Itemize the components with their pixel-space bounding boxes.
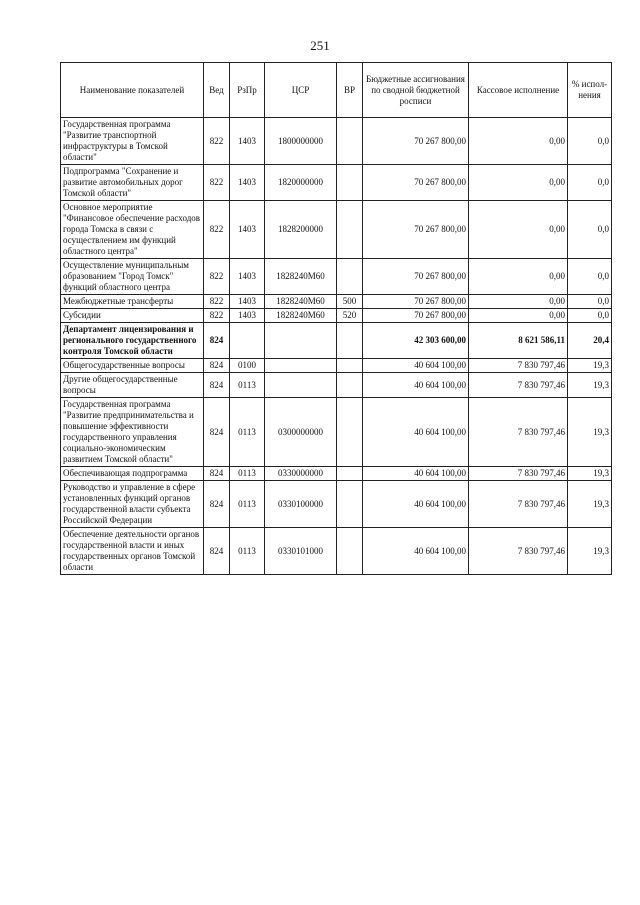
cell-rzpr: 1403 (230, 165, 265, 201)
cell-ved: 822 (204, 295, 230, 309)
cell-pct: 0,0 (568, 309, 612, 323)
cell-csr: 0330101000 (265, 528, 337, 575)
cell-name: Основное мероприятие "Финансовое обеспечение расходов города Томска в связи с осуществлением им функций областного центра" (61, 201, 204, 259)
cell-pct: 0,0 (568, 295, 612, 309)
header-cash: Кассовое исполнение (469, 63, 568, 118)
cell-pct: 19,3 (568, 373, 612, 398)
cell-cash: 7 830 797,46 (469, 359, 568, 373)
cell-ved: 824 (204, 481, 230, 528)
cell-cash: 0,00 (469, 259, 568, 295)
cell-name: Общегосударственные вопросы (61, 359, 204, 373)
cell-csr: 1800000000 (265, 118, 337, 165)
cell-ved: 824 (204, 398, 230, 467)
cell-rzpr: 0113 (230, 481, 265, 528)
cell-vr (337, 398, 363, 467)
table-row (61, 373, 612, 398)
cell-budget: 40 604 100,00 (363, 528, 469, 575)
header-csr: ЦСР (265, 63, 337, 118)
header-vr: ВР (337, 63, 363, 118)
cell-rzpr: 0113 (230, 528, 265, 575)
table-row (61, 201, 612, 259)
cell-budget: 70 267 800,00 (363, 259, 469, 295)
cell-pct: 0,0 (568, 165, 612, 201)
cell-pct: 0,0 (568, 118, 612, 165)
cell-ved: 822 (204, 165, 230, 201)
cell-pct: 0,0 (568, 259, 612, 295)
cell-vr (337, 201, 363, 259)
cell-budget: 70 267 800,00 (363, 201, 469, 259)
header-pct: % испол-нения (568, 63, 612, 118)
table-row (61, 398, 612, 467)
cell-cash: 7 830 797,46 (469, 467, 568, 481)
cell-pct: 19,3 (568, 359, 612, 373)
cell-ved: 824 (204, 528, 230, 575)
cell-budget: 70 267 800,00 (363, 295, 469, 309)
cell-rzpr: 0113 (230, 467, 265, 481)
cell-name: Обеспечение деятельности органов государственной власти и иных государственных органов Томской области (61, 528, 204, 575)
cell-pct: 19,3 (568, 528, 612, 575)
cell-cash: 0,00 (469, 165, 568, 201)
header-rzpr: РзПр (230, 63, 265, 118)
cell-ved: 824 (204, 323, 230, 359)
cell-budget: 40 604 100,00 (363, 481, 469, 528)
cell-csr (265, 359, 337, 373)
cell-csr: 1828240М60 (265, 295, 337, 309)
cell-csr (265, 373, 337, 398)
cell-cash: 0,00 (469, 201, 568, 259)
cell-rzpr (230, 323, 265, 359)
cell-rzpr: 1403 (230, 309, 265, 323)
cell-rzpr: 1403 (230, 295, 265, 309)
cell-cash: 0,00 (469, 295, 568, 309)
cell-pct: 20,4 (568, 323, 612, 359)
cell-name: Осуществление муниципальным образованием "Город Томск" функций областного центра (61, 259, 204, 295)
cell-cash: 7 830 797,46 (469, 398, 568, 467)
cell-budget: 40 604 100,00 (363, 467, 469, 481)
cell-cash: 8 621 586,11 (469, 323, 568, 359)
cell-name: Обеспечивающая подпрограмма (61, 467, 204, 481)
cell-cash: 0,00 (469, 118, 568, 165)
cell-rzpr: 0100 (230, 359, 265, 373)
cell-vr (337, 118, 363, 165)
table-row (61, 467, 612, 481)
cell-csr: 0330100000 (265, 481, 337, 528)
cell-ved: 822 (204, 309, 230, 323)
cell-ved: 824 (204, 359, 230, 373)
cell-vr (337, 481, 363, 528)
cell-vr (337, 323, 363, 359)
cell-csr (265, 323, 337, 359)
cell-pct: 19,3 (568, 398, 612, 467)
table-row (61, 323, 612, 359)
cell-budget: 42 303 600,00 (363, 323, 469, 359)
cell-name: Департамент лицензирования и регионального государственного контроля Томской области (61, 323, 204, 359)
cell-vr (337, 528, 363, 575)
cell-csr: 0330000000 (265, 467, 337, 481)
table-row (61, 165, 612, 201)
cell-name: Подпрограмма "Сохранение и развитие автомобильных дорог Томской области" (61, 165, 204, 201)
cell-csr: 1828200000 (265, 201, 337, 259)
cell-budget: 70 267 800,00 (363, 118, 469, 165)
cell-name: Другие общегосударственные вопросы (61, 373, 204, 398)
cell-csr: 1820000000 (265, 165, 337, 201)
cell-rzpr: 1403 (230, 201, 265, 259)
cell-ved: 822 (204, 201, 230, 259)
cell-budget: 40 604 100,00 (363, 359, 469, 373)
header-ved: Вед (204, 63, 230, 118)
cell-ved: 824 (204, 373, 230, 398)
cell-budget: 70 267 800,00 (363, 309, 469, 323)
table-header-row (61, 63, 612, 118)
cell-name: Государственная программа "Развитие транспортной инфраструктуры в Томской области" (61, 118, 204, 165)
cell-ved: 822 (204, 259, 230, 295)
table-row (61, 118, 612, 165)
cell-vr: 520 (337, 309, 363, 323)
table-row (61, 259, 612, 295)
cell-name: Руководство и управление в сфере установленных функций органов государственной власти субъекта Российской Федерации (61, 481, 204, 528)
cell-rzpr: 1403 (230, 118, 265, 165)
cell-cash: 7 830 797,46 (469, 528, 568, 575)
cell-budget: 40 604 100,00 (363, 373, 469, 398)
cell-vr (337, 373, 363, 398)
cell-ved: 824 (204, 467, 230, 481)
cell-budget: 40 604 100,00 (363, 398, 469, 467)
header-budget: Бюджетные ассигнования по сводной бюджетной росписи (363, 63, 469, 118)
table-body (61, 118, 612, 575)
cell-name: Субсидии (61, 309, 204, 323)
cell-pct: 19,3 (568, 481, 612, 528)
cell-cash: 7 830 797,46 (469, 373, 568, 398)
cell-rzpr: 0113 (230, 373, 265, 398)
cell-rzpr: 0113 (230, 398, 265, 467)
cell-cash: 0,00 (469, 309, 568, 323)
cell-csr: 0300000000 (265, 398, 337, 467)
cell-budget: 70 267 800,00 (363, 165, 469, 201)
cell-vr (337, 165, 363, 201)
cell-vr: 500 (337, 295, 363, 309)
cell-pct: 0,0 (568, 201, 612, 259)
cell-csr: 1828240М60 (265, 309, 337, 323)
budget-execution-table (60, 62, 612, 575)
cell-vr (337, 467, 363, 481)
cell-pct: 19,3 (568, 467, 612, 481)
table-row (61, 481, 612, 528)
table-row (61, 528, 612, 575)
header-name: Наименование показателей (61, 63, 204, 118)
cell-name: Межбюджетные трансферты (61, 295, 204, 309)
table-row (61, 309, 612, 323)
cell-vr (337, 359, 363, 373)
cell-vr (337, 259, 363, 295)
cell-name: Государственная программа "Развитие предпринимательства и повышение эффективности государственного управления социально-экономическим развитием Томской области" (61, 398, 204, 467)
cell-cash: 7 830 797,46 (469, 481, 568, 528)
table-row (61, 359, 612, 373)
cell-ved: 822 (204, 118, 230, 165)
cell-rzpr: 1403 (230, 259, 265, 295)
table-row (61, 295, 612, 309)
cell-csr: 1828240М60 (265, 259, 337, 295)
page-number: 251 (310, 38, 330, 53)
